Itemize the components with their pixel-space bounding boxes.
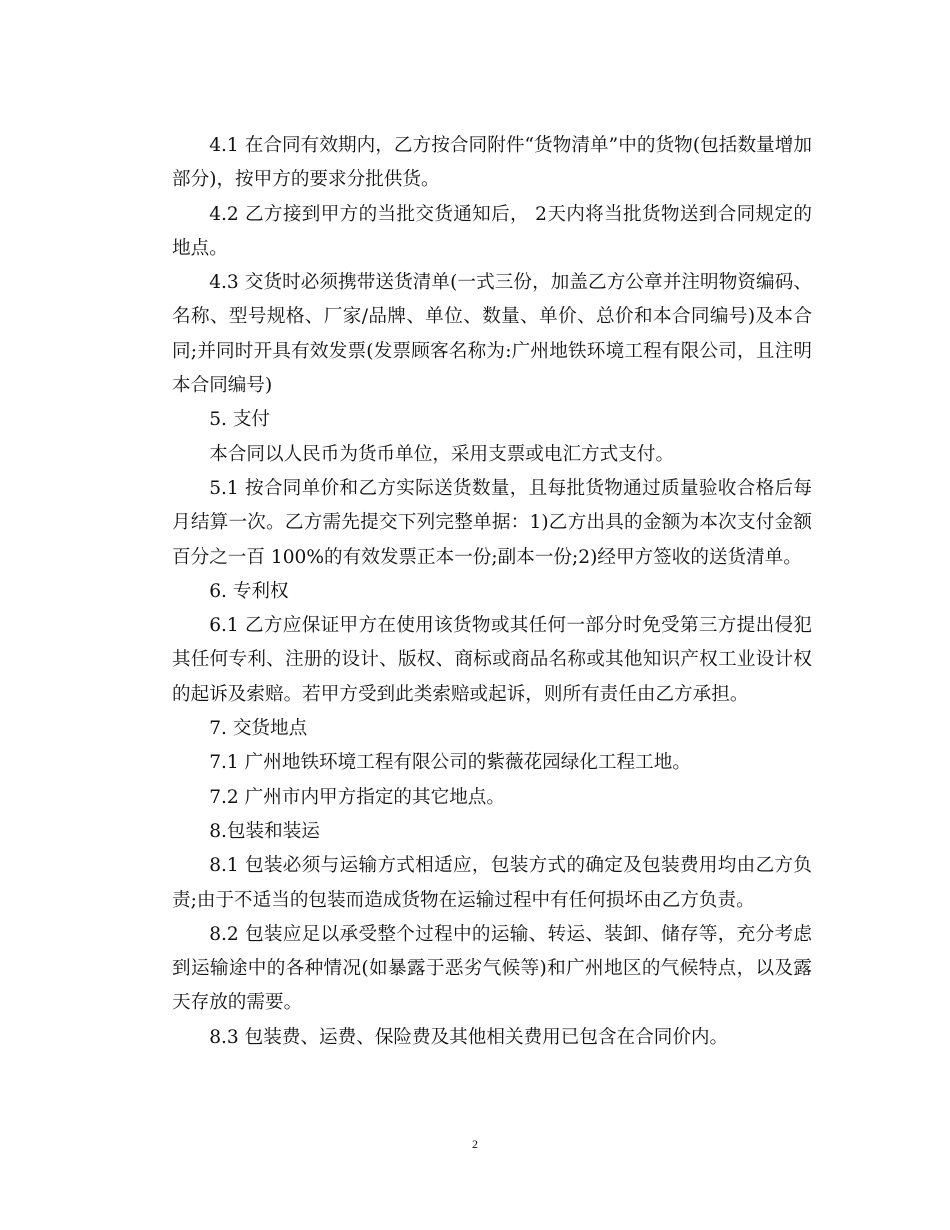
- paragraph-4-2: 4.2 乙方接到甲方的当批交货通知后， 2天内将当批货物送到合同规定的地点。: [172, 203, 812, 259]
- paragraph-7-2: 7.2 广州市内甲方指定的其它地点。: [209, 786, 505, 808]
- paragraph-7-1: 7.1 广州地铁环境工程有限公司的紫薇花园绿化工程工地。: [209, 752, 691, 774]
- paragraph-6-1: 6.1 乙方应保证甲方在使用该货物或其任何一部分时免受第三方提出侵犯其任何专利、注册的设计、版权、商标或商品名称或其他知识产权工业设计权的起诉及索赔。若甲方受到此类索赔或起诉，则所有责任由乙方承担。: [172, 615, 812, 705]
- paragraph-8-3: 8.3 包装费、运费、保险费及其他相关费用已包含在合同价内。: [209, 1026, 729, 1048]
- paragraph-8-2: 8.2 包装应足以承受整个过程中的运输、转运、装卸、储存等，充分考虑到运输途中的各种情况(如暴露于恶劣气候等)和广州地区的气候特点，以及露天存放的需要。: [172, 923, 812, 1014]
- page-number: 2: [472, 1137, 478, 1151]
- section-heading-payment: 5. 支付: [209, 409, 271, 431]
- paragraph-payment-intro: 本合同以人民币为货币单位，采用支票或电汇方式支付。: [209, 443, 675, 465]
- paragraph-4-1: 4.1 在合同有效期内，乙方按合同附件“货物清单”中的货物(包括数量增加部分)，按甲方的要求分批供货。: [172, 135, 812, 191]
- paragraph-8-1: 8.1 包装必须与运输方式相适应，包装方式的确定及包装费用均由乙方负责;由于不适当的包装而造成货物在运输过程中有任何损坏由乙方负责。: [172, 855, 812, 911]
- page-body: [172, 129, 812, 1055]
- paragraph-5-1: 5.1 按合同单价和乙方实际送货数量，且每批货物通过质量验收合格后每月结算一次。乙方需先提交下列完整单据：1)乙方出具的金额为本次支付金额百分之一百 100%的有效发票正本一份;副本一份;2)经甲方签收的送货清单。: [172, 477, 812, 568]
- section-heading-packaging: 8.包装和装运: [209, 820, 320, 842]
- paragraph-4-3: 4.3 交货时必须携带送货清单(一式三份，加盖乙方公章并注明物资编码、名称、型号规格、厂家/品牌、单位、数量、单价、总价和本合同编号)及本合同;并同时开具有效发票(发票顾客名称为:广州地铁环境工程有限公司，且注明本合同编号): [172, 272, 812, 397]
- section-heading-patent: 6. 专利权: [209, 580, 289, 602]
- section-heading-delivery-location: 7. 交货地点: [209, 718, 308, 740]
